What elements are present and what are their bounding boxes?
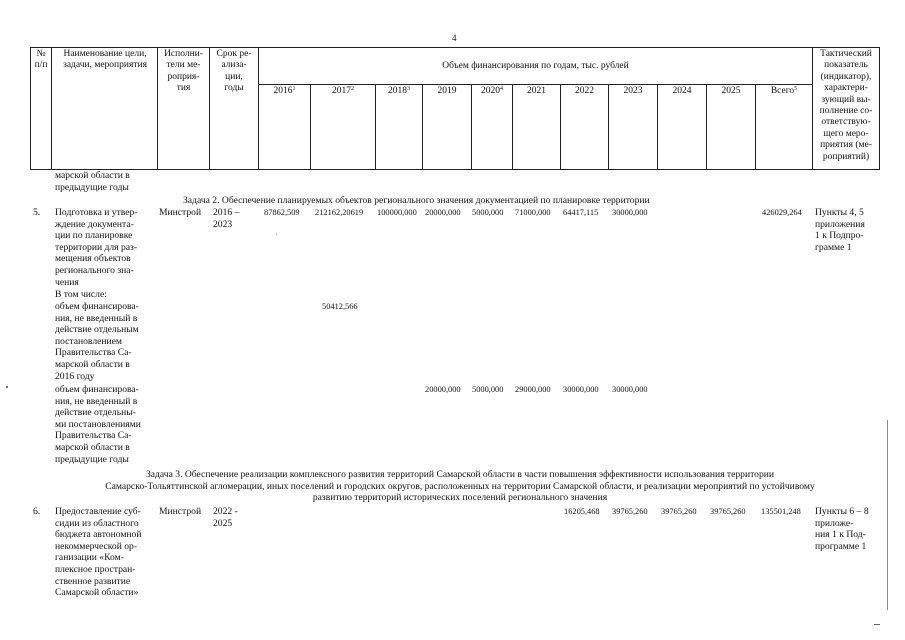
- row-5-number: 5.: [33, 207, 41, 218]
- header-year-2023: 2023: [623, 86, 643, 96]
- row-6-value-2025: 39765,260: [710, 507, 746, 516]
- header-year-2021: 2021: [527, 86, 546, 96]
- row-5-term: 2016 – 2023: [213, 207, 240, 230]
- row-6-name: Предоставление суб- сидии из областного бюджета автономной некоммерческой ор- ганизации «Ком- плексное простран- ственное развитие Самарской области»: [55, 506, 142, 599]
- row-5-value-2018: 100000,000: [377, 208, 417, 217]
- row-5-value-2019: 20000,000: [425, 208, 461, 217]
- row-6-number: 6.: [33, 506, 41, 517]
- header-year-2025: 2025: [721, 86, 741, 96]
- row-5-value-2016: 87862,509: [264, 208, 300, 217]
- scan-speck: ': [276, 232, 278, 242]
- page-number: 4: [452, 33, 457, 43]
- row-5-sub2-name: объем финансирова- ния, не введенный в действие отдельны- ми постановлениями Правительства Са- марской области в предыдущие годы: [55, 384, 141, 465]
- including-label: В том числе:: [55, 289, 107, 300]
- header-number: № п/п: [34, 49, 48, 71]
- scan-edge-line: [887, 420, 888, 610]
- row-5-sub2-value-2020: 5000,000: [472, 385, 504, 394]
- header-year-2020: 2020$^4$: [481, 86, 503, 96]
- row-5-name: Подготовка и утвер- ждение документа- ции по планировке территории для раз- мещения объектов регионального зна- чения: [55, 207, 138, 288]
- scan-edge-mark: [874, 624, 880, 625]
- scan-dot: [6, 386, 8, 388]
- row-5-executor: Минстрой: [159, 207, 202, 218]
- header-year-2024: 2024: [672, 86, 692, 96]
- row-6-indicator: Пункты 6 – 8 приложе- ния 1 к Под- программе 1: [815, 506, 869, 552]
- row-5-sub1-value-2017: 50412,566: [322, 302, 358, 311]
- row-5-total: 426029,264: [762, 208, 802, 217]
- row-5-sub2-value-2019: 20000,000: [425, 385, 461, 394]
- row-6-term: 2022 - 2025: [213, 506, 238, 529]
- carry-over-text: марской области в предыдущие годы: [55, 170, 130, 193]
- header-year-2019: 2019: [437, 86, 457, 96]
- row-5-value-2020: 5000,000: [472, 208, 504, 217]
- row-5-sub2-value-2023: 30000,000: [612, 385, 648, 394]
- row-5-sub1-name: объем финансирова- ния, не введенный в действие отдельным постановлением Правительства Са- марской области в 2016 году: [55, 301, 139, 382]
- header-name: Наименование цели, задачи, мероприятия: [63, 49, 147, 71]
- task-2-title: Задача 2. Обеспечение планируемых объектов регионального значения документацией по планировке территории: [183, 195, 650, 206]
- row-6-value-2024: 39765,260: [661, 507, 697, 516]
- header-total: Всего$^5$: [770, 86, 798, 96]
- row-5-indicator: Пункты 4, 5 приложения 1 к Подпро- грамме 1: [815, 207, 865, 253]
- header-term: Срок ре- ализа- ции, годы: [216, 49, 252, 94]
- row-6-executor: Минстрой: [159, 506, 202, 517]
- row-5-sub2-value-2022: 30000,000: [563, 385, 599, 394]
- header-year-2017: 2017$^2$: [332, 86, 354, 96]
- header-indicator: Тактический показатель (индикатор), характери- зующий вы- полнение со- ответствую- щего меро- приятия (ме- роприятий): [819, 49, 873, 162]
- header-executors: Исполни- тели ме- роприя- тия: [164, 49, 203, 94]
- row-6-value-2022: 16205,468: [564, 507, 600, 516]
- header-year-2018: 2018$^3$: [388, 86, 410, 96]
- row-5-value-2022: 64417,115: [563, 208, 599, 217]
- row-5-sub2-value-2021: 29000,000: [515, 385, 551, 394]
- row-5-value-2023: 30000,000: [612, 208, 648, 217]
- task-3-title: Задача 3. Обеспечение реализации комплексного развития территорий Самарской области в части повышения эффективности использования территории Самарско-Тольяттинской агломерации, иных поселений и городских округов, расположенных на территории Самарской области, и реализации мероприятий по устойчивому развитию территорий исторических поселений регионального значения: [105, 469, 815, 504]
- header-year-2022: 2022: [575, 86, 594, 96]
- header-year-2016: 2016$^1$: [273, 86, 296, 96]
- row-5-value-2017: 212162,20619: [315, 208, 364, 217]
- row-6-total: 135501,248: [761, 507, 801, 516]
- header-funding: Объем финансирования по годам, тыс. рублей: [442, 61, 629, 71]
- row-6-value-2023: 39765,260: [612, 507, 648, 516]
- table-header: [30, 47, 880, 169]
- row-5-value-2021: 71000,000: [515, 208, 551, 217]
